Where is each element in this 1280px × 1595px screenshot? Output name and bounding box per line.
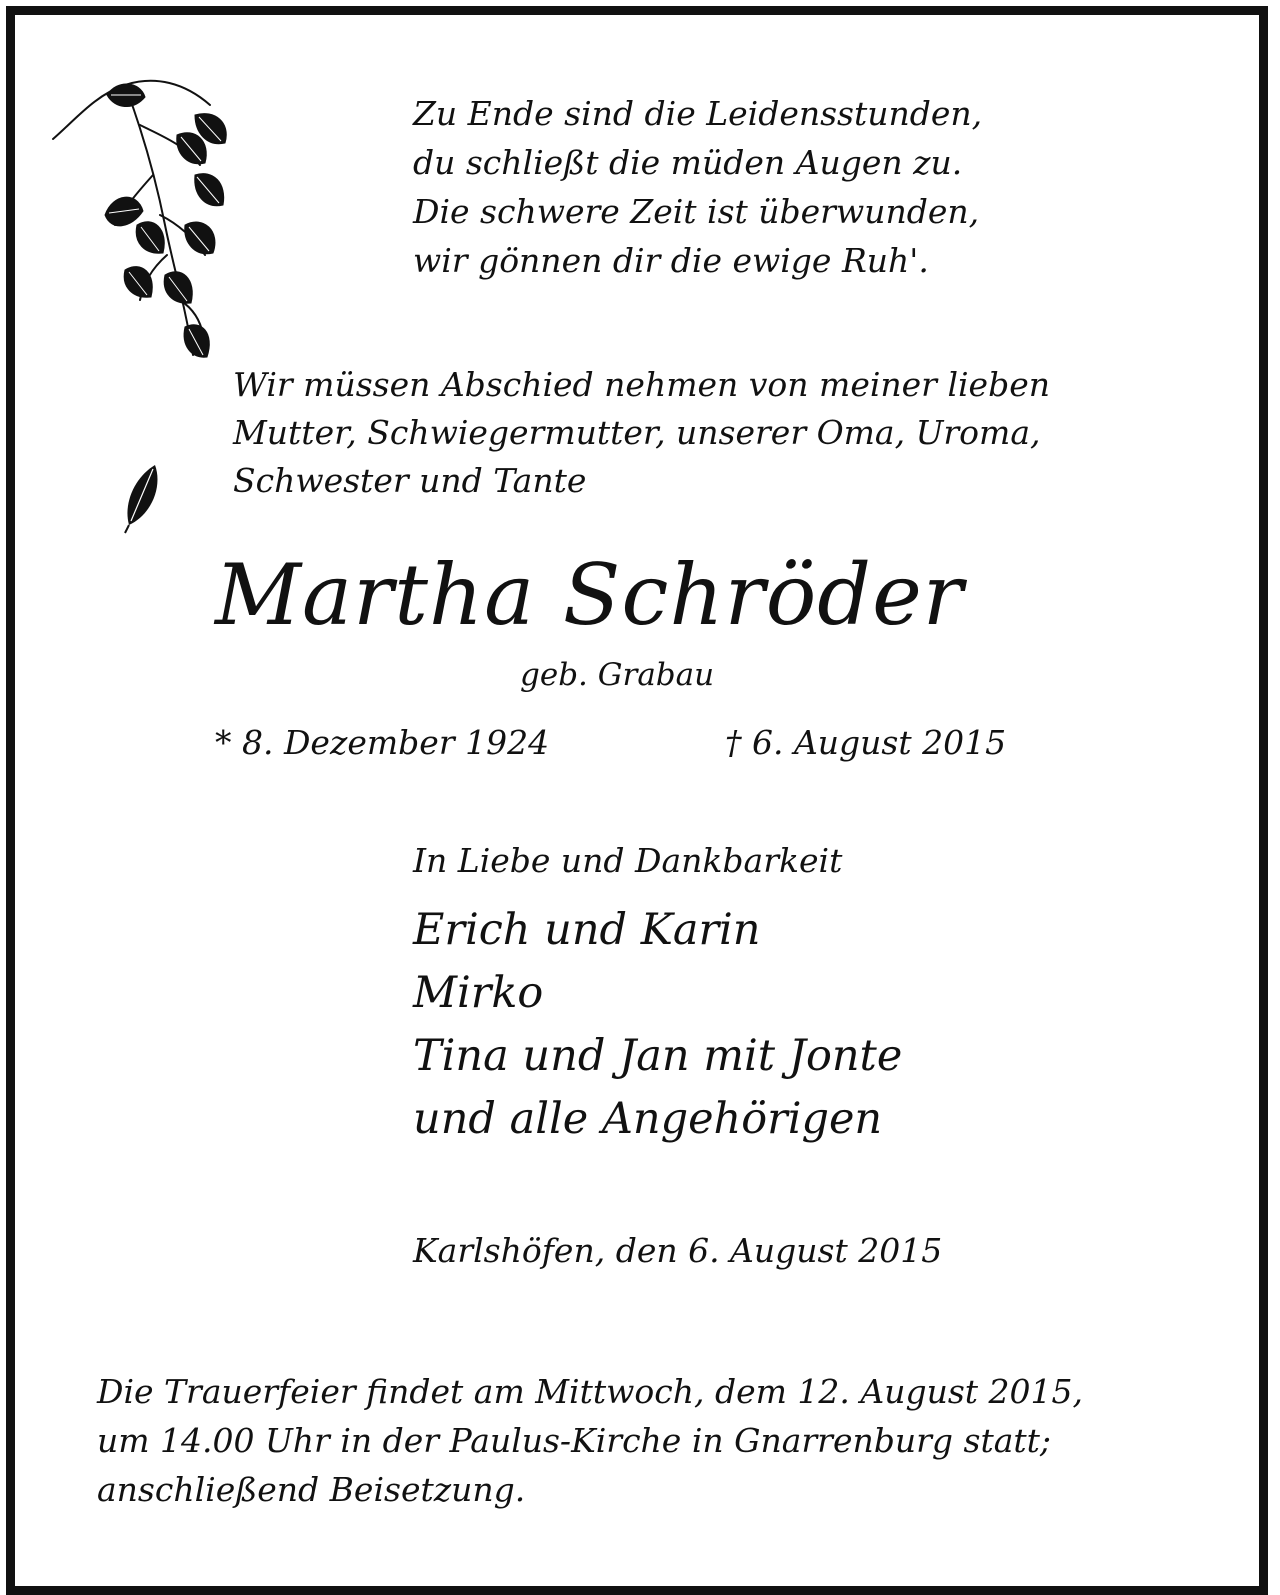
deceased-name: Martha Schröder [215,546,964,644]
poem [413,89,982,285]
maiden-name: geb. Grabau [520,657,715,693]
intro-line: Mutter, Schwiegermutter, unserer Oma, Uroma, [233,413,1041,452]
poem-line: Zu Ende sind die Leidensstunden, [413,94,983,133]
mourner-name: Tina und Jan mit Jonte [413,1031,903,1081]
obituary-frame [6,6,1268,1595]
intro-line: Schwester und Tante [233,461,587,500]
poem-line: wir gönnen dir die ewige Ruh'. [413,241,929,280]
intro-line: Wir müssen Abschied nehmen von meiner lieben [233,365,1050,404]
mourner-name: Mirko [413,968,544,1018]
poem-line: du schließt die müden Augen zu. [413,143,963,182]
birth-date: * 8. Dezember 1924 [215,723,550,762]
place-date: Karlshöfen, den 6. August 2015 [413,1231,943,1270]
service-line: Die Trauerfeier findet am Mittwoch, dem 12. August 2015, [97,1372,1083,1411]
mourners-heading: In Liebe und Dankbarkeit [413,841,843,880]
farewell-intro [233,361,1050,505]
death-date: † 6. August 2015 [725,723,1007,762]
birch-branch-icon [45,65,245,375]
service-line: um 14.00 Uhr in der Paulus-Kirche in Gnarrenburg statt; [97,1421,1052,1460]
leaf-icon [121,455,165,535]
mourner-name: Erich und Karin [413,905,761,955]
poem-line: Die schwere Zeit ist überwunden, [413,192,980,231]
funeral-service-info [97,1367,1083,1514]
mourner-name: und alle Angehörigen [413,1094,883,1144]
mourners-list [413,899,902,1151]
service-line: anschließend Beisetzung. [97,1470,526,1509]
